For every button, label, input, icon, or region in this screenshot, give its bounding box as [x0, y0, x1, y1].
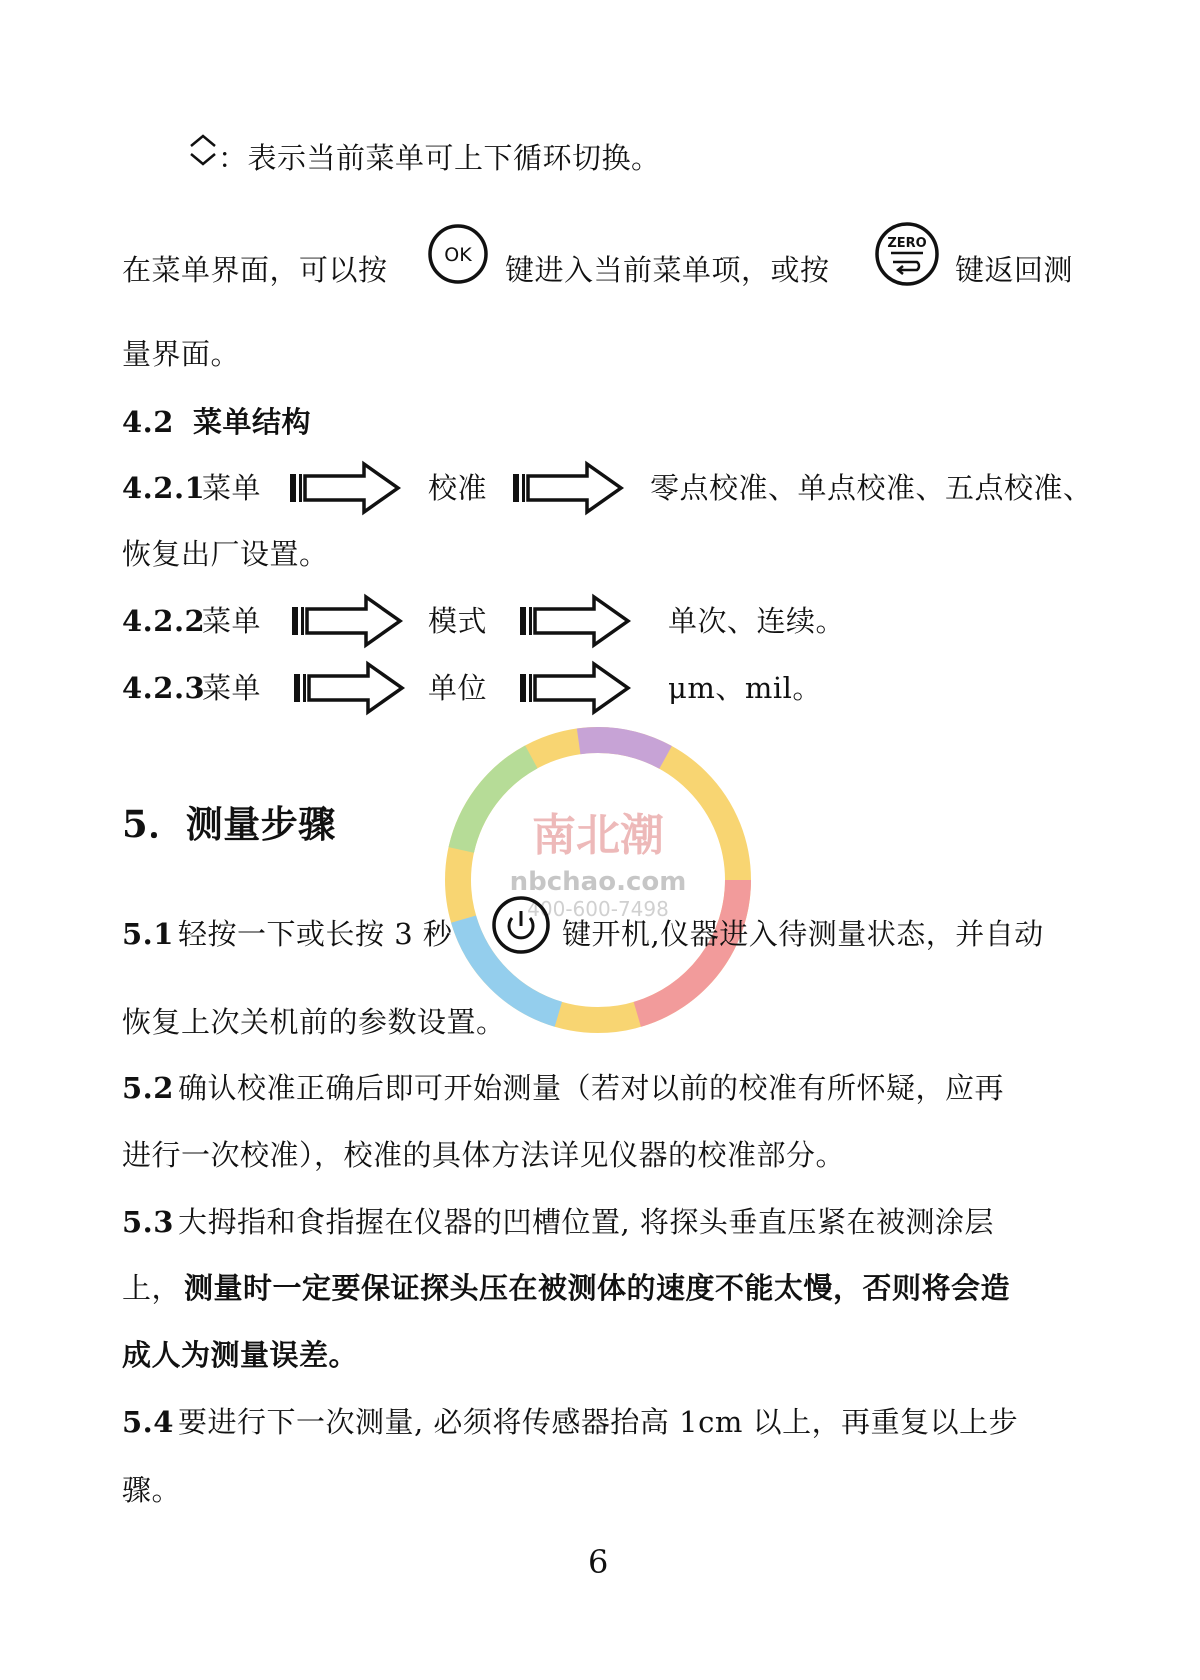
zero-key-icon	[873, 220, 941, 288]
ok-key-label: OK	[444, 244, 472, 266]
section-5-heading: 5．测量步骤	[122, 802, 336, 846]
section-4-2-2-options: 单次、连续。	[668, 604, 846, 638]
arrow-right-icon	[288, 460, 404, 516]
section-5-2-num: 5.2	[122, 1071, 174, 1105]
section-5-1-line2: 恢复上次关机前的参数设置。	[122, 1005, 506, 1039]
arrow-right-icon	[290, 593, 406, 649]
section-5-2-text1: 确认校准正确后即可开始测量（若对以前的校准有所怀疑，应再	[178, 1071, 1005, 1105]
section-5-4-text1: 要进行下一次测量, 必须将传感器抬高 1cm 以上，再重复以上步	[178, 1405, 1019, 1439]
section-5-4-num: 5.4	[122, 1405, 174, 1439]
cycle-description: ：表示当前菜单可上下循环切换。	[218, 141, 661, 175]
section-4-2-title: 菜单结构	[193, 405, 312, 439]
page-number: 6	[588, 1543, 609, 1581]
section-5-3-text2-bold: 测量时一定要保证探头压在被测体的速度不能太慢，否则将会造	[184, 1271, 1011, 1305]
watermark-site: nbchao.com	[509, 867, 687, 897]
section-4-2-2-item: 模式	[428, 604, 488, 638]
section-4-2-1-options-cont: 恢复出厂设置。	[122, 537, 329, 571]
menu-para-text2: 键进入当前菜单项，或按	[505, 253, 830, 287]
arrow-right-icon	[518, 593, 634, 649]
section-5-3-text2-plain: 上，	[122, 1271, 182, 1305]
section-4-2-num: 4.2	[122, 405, 174, 439]
ok-key-icon	[426, 222, 490, 286]
section-5-1-num: 5.1	[122, 917, 174, 951]
power-key-icon	[490, 894, 552, 956]
section-4-2-1-item: 校准	[428, 471, 488, 505]
menu-para-line2: 量界面。	[122, 337, 241, 371]
menu-para-text1: 在菜单界面，可以按	[122, 253, 388, 287]
section-5-1-text2: 键开机,仪器进入待测量状态，并自动	[562, 917, 1044, 951]
updown-chevron-icon	[188, 132, 218, 168]
arrow-right-icon	[292, 660, 408, 716]
section-4-2-3-menu: 菜单	[202, 671, 262, 705]
menu-para-text3: 键返回测	[955, 253, 1074, 287]
section-5-3-num: 5.3	[122, 1205, 174, 1239]
section-4-2-2-menu: 菜单	[202, 604, 262, 638]
arrow-right-icon	[511, 460, 627, 516]
section-4-2-1-menu: 菜单	[202, 471, 262, 505]
section-4-2-2-num: 4.2.2	[122, 604, 206, 638]
section-5-3-text1: 大拇指和食指握在仪器的凹槽位置, 将探头垂直压紧在被测涂层	[178, 1205, 994, 1239]
section-5-1-text1: 轻按一下或长按 3 秒	[178, 917, 453, 951]
watermark-cn: 南北潮	[532, 810, 664, 861]
section-5-2-line2: 进行一次校准），校准的具体方法详见仪器的校准部分。	[122, 1138, 846, 1172]
section-4-2-3-options: μm、mil。	[668, 671, 822, 705]
watermark-phone: 400-600-7498	[527, 897, 669, 921]
section-4-2-3-item: 单位	[428, 671, 488, 705]
zero-key-label: ZERO	[887, 236, 927, 251]
section-4-2-1-num: 4.2.1	[122, 471, 206, 505]
section-5-4-line2: 骤。	[122, 1473, 182, 1507]
section-4-2-3-num: 4.2.3	[122, 671, 206, 705]
section-4-2-1-options: 零点校准、单点校准、五点校准、	[650, 471, 1093, 505]
section-5-3-line3: 成人为测量误差。	[122, 1338, 359, 1372]
